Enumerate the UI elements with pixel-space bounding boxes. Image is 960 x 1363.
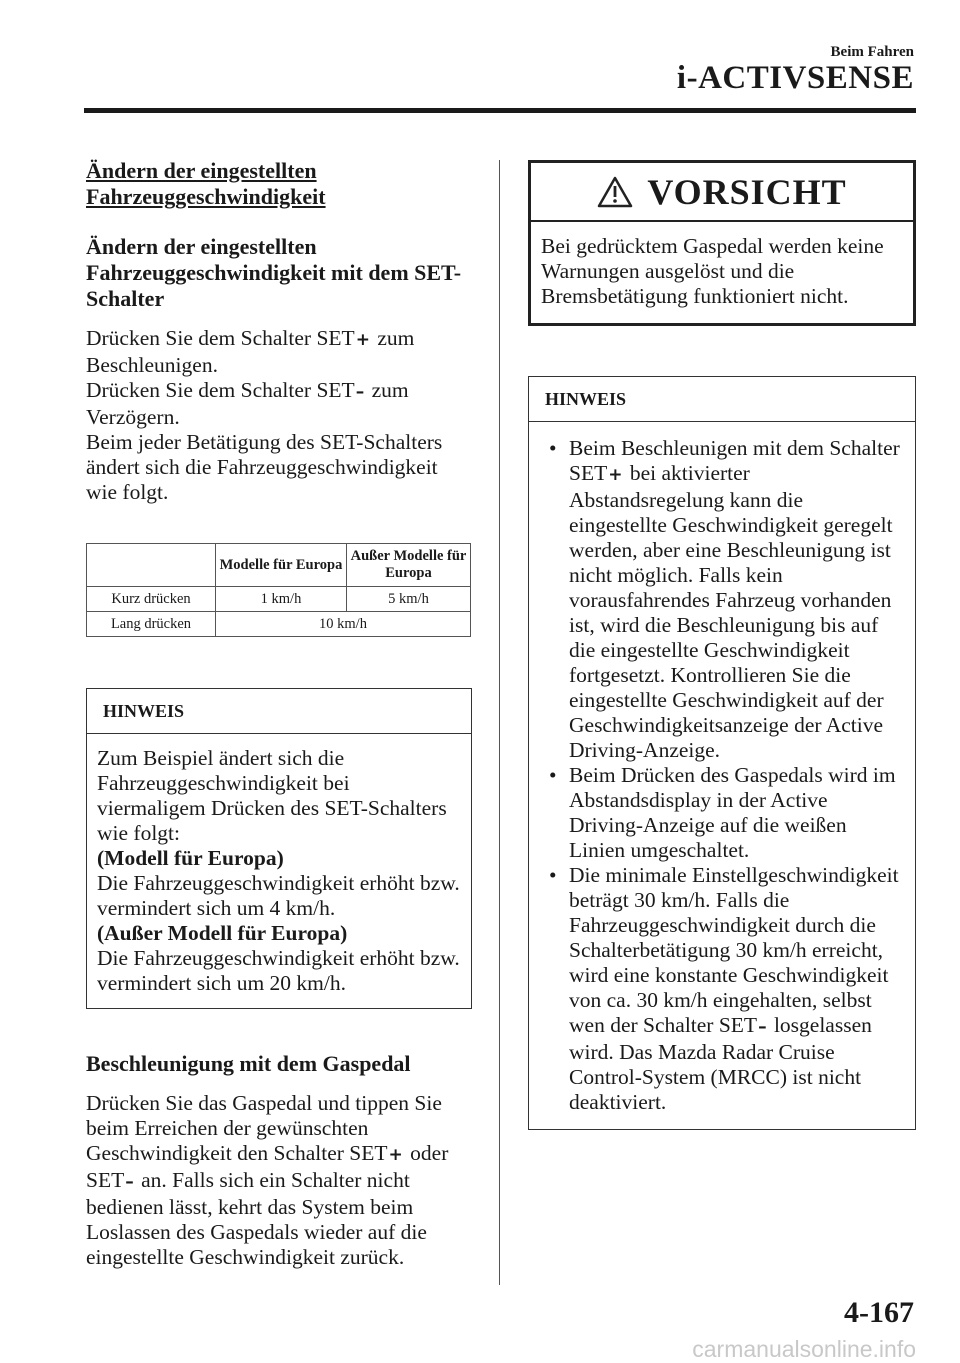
table-cell: Lang drücken [87, 612, 216, 637]
list-item: • Beim Drücken des Gaspedals wird im Abstandsdisplay in der Active Driving-Anzeige auf die weißen Linien umgeschaltet. [549, 763, 896, 862]
plus-symbol-icon: + [388, 1145, 403, 1165]
heading-change-speed: Ändern der eingestellten Fahrzeuggeschwindigkeit [86, 158, 326, 209]
table-row [87, 612, 471, 637]
note-label: HINWEIS [529, 377, 915, 422]
table-header-row [87, 544, 471, 587]
note-label: HINWEIS [87, 689, 471, 734]
minus-symbol-icon: – [355, 382, 365, 402]
paragraph-gas-pedal: Drücken Sie das Gaspedal und tippen Sie beim Erreichen der gewünschten Geschwindigkeit den Schalter SET+ oder SET– an. Falls sich ein Schalter nicht bedienen lässt, kehrt das System beim Loslassen des Gaspedals wieder auf die eingestellte Geschwindigkeit zurück. [86, 1091, 449, 1269]
watermark: carmanualsonline.info [692, 1336, 916, 1362]
header-section: Beim Fahren [830, 44, 914, 60]
note-box-info [528, 376, 916, 1130]
table-cell: 5 km/h [347, 587, 471, 612]
note-bullet-list [539, 436, 905, 1115]
table-header-cell [87, 544, 216, 587]
heading-gas-pedal: Beschleunigung mit dem Gaspedal [86, 1051, 411, 1076]
note-line: (Modell für Europa) [97, 846, 284, 870]
right-column [528, 160, 916, 1130]
table-row [87, 587, 471, 612]
page-number: 4-167 [844, 1296, 914, 1329]
caution-box [528, 160, 916, 326]
list-item: • Die minimale Einstellgeschwindigkeit beträgt 30 km/h. Falls die Fahrzeuggeschwindigkeit durch die Schalterbetätigung 30 km/h erreicht, wird eine konstante Geschwindigkeit von ca. 30 km/h eingehalten, selbst wen der Schalter SET– losgelassen wird. Das Mazda Radar Cruise Control-System (MRCC) ist nicht deaktiviert. [549, 863, 899, 1114]
note-line: Zum Beispiel ändert sich die Fahrzeuggeschwindigkeit bei viermaligem Drücken des SET-Schalters wie folgt: [97, 746, 447, 845]
table-cell: 1 km/h [216, 587, 347, 612]
list-item: • Beim Beschleunigen mit dem Schalter SET+ bei aktivierter Abstandsregelung kann die eingestellte Geschwindigkeit geregelt werden, aber eine Beschleunigung ist nicht möglich. Falls kein vorausfahrendes Fahrzeug vorhanden ist, wird die Beschleunigung bis auf die eingestellte Geschwindigkeit fortgesetzt. Kontrollieren Sie die eingestellte Geschwindigkeit auf der Geschwindigkeitsanzeige der Active Driving-Anzeige. [549, 436, 900, 762]
caution-title: VORSICHT [647, 171, 847, 212]
table-cell: 10 km/h [216, 612, 471, 637]
column-divider [499, 160, 500, 1285]
paragraph-set-switch: Drücken Sie dem Schalter SET+ zum Beschleunigen. Drücken Sie dem Schalter SET– zum Verzögern. Beim jeder Betätigung des SET-Schalters ändert sich die Fahrzeuggeschwindigkeit wie folgt. [86, 326, 443, 504]
note-box-example [86, 688, 472, 1009]
note-body [87, 734, 471, 1008]
table-header-cell: Außer Modelle für Europa [347, 544, 471, 587]
header-title: i-ACTIVSENSE [676, 60, 914, 96]
left-column [86, 158, 472, 1270]
header-rule [84, 108, 916, 113]
table-header-cell: Modelle für Europa [216, 544, 347, 587]
minus-symbol-icon: – [758, 1017, 767, 1037]
note-line: (Außer Modell für Europa) [97, 921, 348, 945]
caution-header [531, 163, 913, 222]
warning-triangle-icon [597, 176, 633, 208]
note-body [529, 422, 915, 1129]
plus-symbol-icon: + [355, 330, 370, 350]
heading-set-switch: Ändern der eingestellten Fahrzeuggeschwindigkeit mit dem SET-Schalter [86, 234, 462, 311]
caution-text: Bei gedrücktem Gaspedal werden keine Warnungen ausgelöst und die Bremsbetätigung funktioniert nicht. [541, 234, 884, 308]
note-line: Die Fahrzeuggeschwindigkeit erhöht bzw. vermindert sich um 4 km/h. [97, 871, 460, 920]
plus-symbol-icon: + [608, 465, 623, 485]
minus-symbol-icon: – [125, 1172, 134, 1192]
speed-increment-table [86, 543, 471, 637]
note-line: Die Fahrzeuggeschwindigkeit erhöht bzw. vermindert sich um 20 km/h. [97, 946, 460, 995]
table-cell: Kurz drücken [87, 587, 216, 612]
